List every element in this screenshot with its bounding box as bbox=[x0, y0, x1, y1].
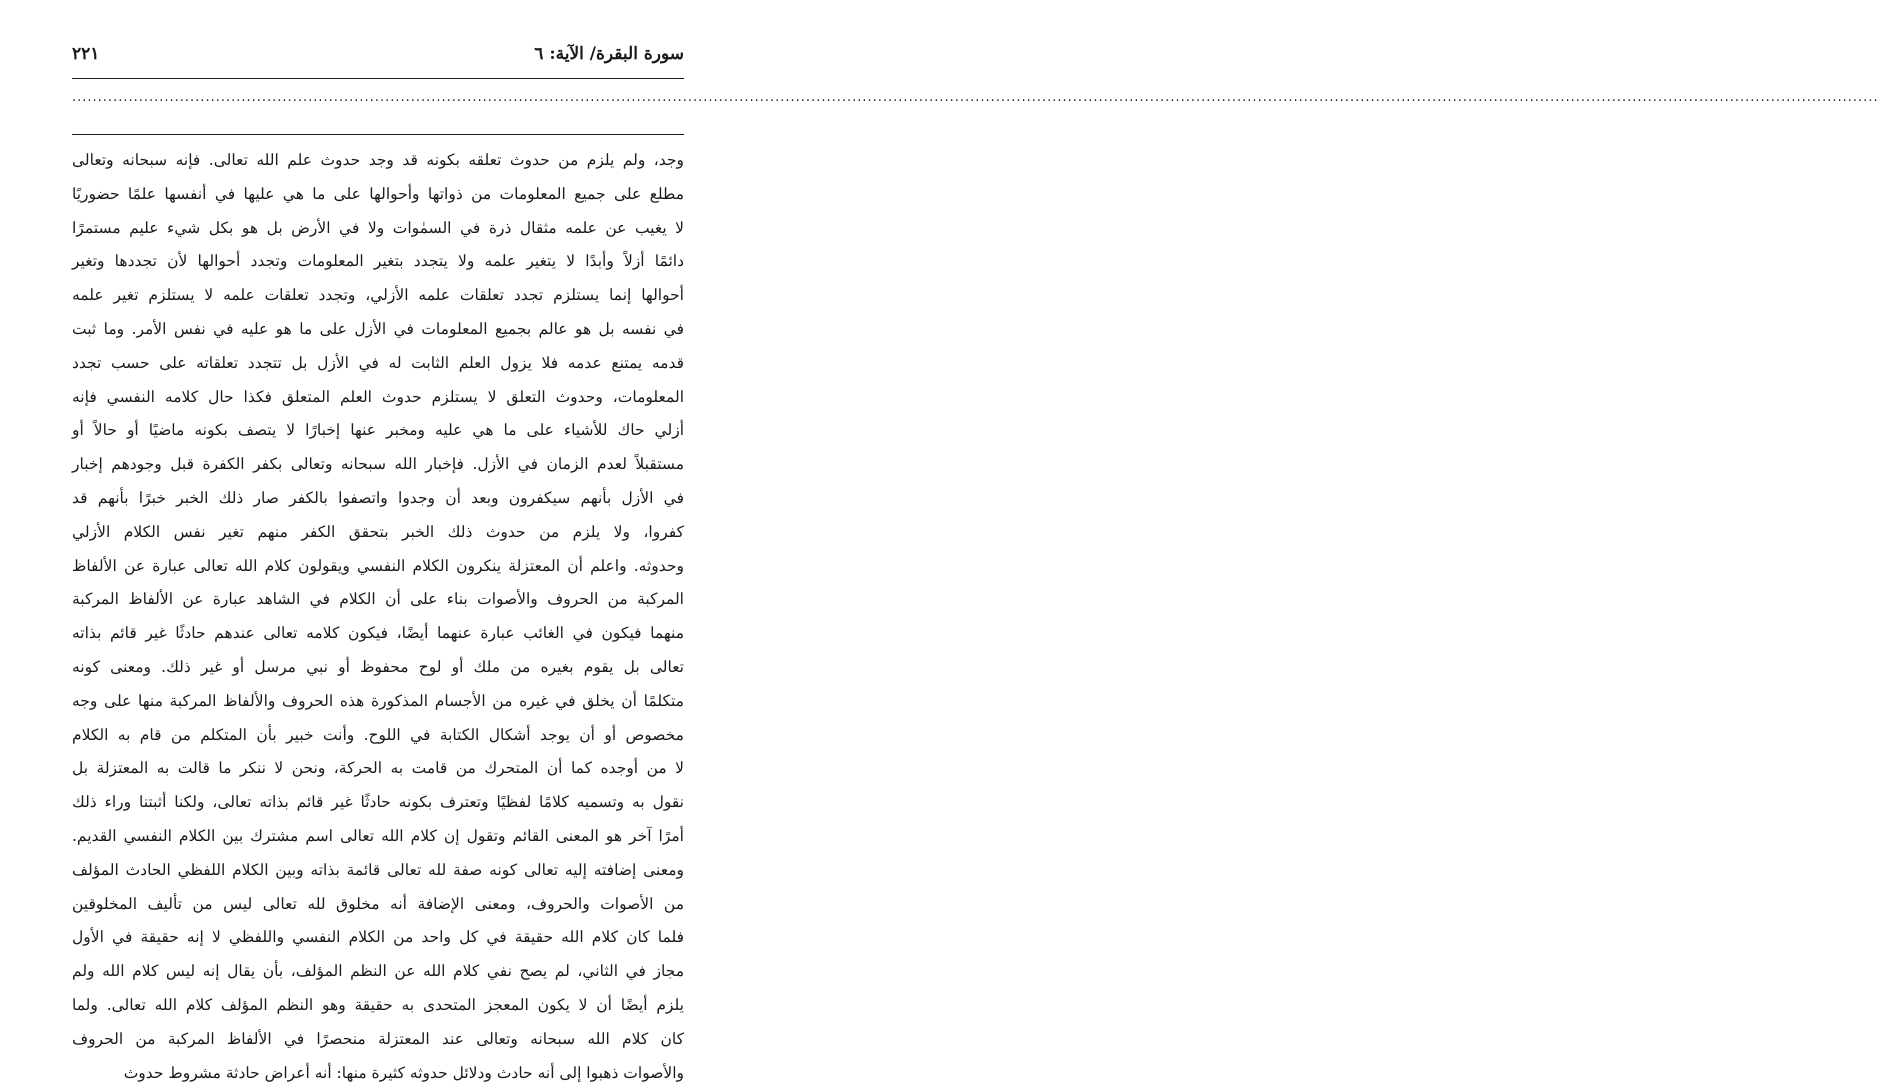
text-line-7: قدمه يمتنع عدمه فلا يزول العلم الثابت له في الأزل بل تتجدد تعلقاته على حسب تجدد bbox=[72, 353, 684, 372]
text-line-4: دائمًا أزلاً وأبدًا لا يتغير علمه ولا يتجدد بتغير المعلومات وتجدد أحوالها لأن تجددها وتغير bbox=[72, 252, 684, 271]
text-line-19: لا من أوجده كما أن المتحرك من قامت به الحركة، ونحن لا ننكر ما قالت به المعتزلة بل bbox=[72, 759, 684, 778]
text-line-28: والأصوات ذهبوا إلى أنه حادث ودلائل حدوثه كثيرة منها: أنه أعراض حادثة مشروط حدوث bbox=[123, 1063, 684, 1082]
page-number: ٢٢١ bbox=[72, 44, 100, 64]
text-line-8: المعلومات، وحدوث التعلق لا يستلزم حدوث العلم المتعلق فكذا حال كلامه النفسي فإنه bbox=[72, 387, 684, 406]
text-line-10: مستقبلاً لعدم الزمان في الأزل. فإخبار الله سبحانه وتعالى بكفر الكفرة قبل وجودهم إخبار bbox=[72, 455, 684, 474]
text-line-3: لا يغيب عن علمه مثقال ذرة في السمٰوات ولا في الأرض بل هو بكل شيء عليم مستمرًا bbox=[72, 218, 684, 237]
text-line-11: في الأزل بأنهم سيكفرون وبعد أن وجدوا واتصفوا بالكفر صار ذلك الخبر خبرًا بأنهم قد bbox=[72, 488, 684, 507]
text-line-9: أزلي حاك للأشياء على ما هي عليه ومخبر عنها إخبارًا لا يتصف بكونه ماضيًا أو حالاً أو bbox=[72, 421, 684, 440]
text-line-24: فلما كان كلام الله حقيقة في كل واحد من الكلام النفسي واللفظي لا إنه حقيقة في الأول bbox=[72, 928, 684, 947]
text-line-13: وحدوثه. واعلم أن المعتزلة ينكرون الكلام النفسي ويقولون كلام الله تعالى عبارة عن الألفاظ bbox=[72, 556, 684, 575]
text-line-22: ومعنى إضافته إليه تعالى كونه صفة لله تعالى قائمة بذاته وبين الكلام اللفظي الحادث المؤلف bbox=[72, 860, 684, 879]
dotted-separator: ................................................................................................................................................................................................................................................................................................................................................................ bbox=[72, 90, 1879, 105]
running-head bbox=[72, 40, 684, 72]
text-line-21: أمرًا آخر هو المعنى القائم وتقول إن كلام الله تعالى اسم مشترك بين الكلام النفسي القديم. bbox=[72, 826, 684, 845]
text-line-5: أحوالها إنما يستلزم تجدد تعلقات علمه الأزلي، وتجدد تعلقات علمه لا يستلزم تغير علمه bbox=[72, 286, 684, 305]
chapter-title: سورة البقرة/ الآية: ٦ bbox=[534, 44, 684, 64]
body-rule bbox=[72, 134, 684, 135]
text-line-2: مطلع على جميع المعلومات من ذواتها وأحوالها على ما هي عليها في أنفسها علمًا حضوريًا bbox=[72, 184, 684, 203]
header-rule bbox=[72, 78, 684, 79]
text-line-14: المركبة من الحروف والأصوات بناء على أن الكلام في الشاهد عبارة عن الألفاظ المركبة bbox=[72, 590, 684, 609]
body-text bbox=[72, 144, 684, 1090]
text-line-27: كان كلام الله سبحانه وتعالى عند المعتزلة منحصرًا في الألفاظ المركبة من الحروف bbox=[72, 1029, 684, 1048]
text-line-16: تعالى بل يقوم بغيره من ملك أو لوح محفوظ أو نبي مرسل أو غير ذلك. ومعنى كونه bbox=[72, 657, 684, 676]
text-line-23: من الأصوات والحروف، ومعنى الإضافة أنه مخلوق لله تعالى ليس من تأليف المخلوقين bbox=[72, 894, 684, 913]
text-line-6: في نفسه بل هو عالم بجميع المعلومات في الأزل على ما هو عليه في نفس الأمر. وما ثبت bbox=[72, 319, 684, 338]
text-line-18: مخصوص أو أن يوجد أشكال الكتابة في اللوح. وأنت خبير بأن المتكلم من قام به الكلام bbox=[72, 725, 684, 744]
text-line-15: منهما فيكون في الغائب عبارة عنهما أيضًا، فيكون كلامه تعالى عندهم حادثًا غير قائم بذاته bbox=[72, 624, 684, 643]
text-line-12: كفروا، ولا يلزم من حدوث ذلك الخبر بتحقق الكفر منهم تغير نفس الكلام الأزلي bbox=[72, 522, 684, 541]
text-line-17: متكلمًا أن يخلق في غيره من الأجسام المذكورة هذه الحروف والألفاظ المركبة منها على وجه bbox=[72, 691, 684, 710]
text-line-26: يلزم أيضًا أن لا يكون المعجز المتحدى به حقيقة وهو النظم المؤلف كلام الله تعالى. ولما bbox=[72, 995, 684, 1014]
text-line-25: مجاز في الثاني، لم يصح نفي كلام الله عن النظم المؤلف، بأن يقال إنه ليس كلام الله ولم bbox=[72, 962, 684, 981]
text-line-20: نقول به وتسميه كلامًا لفظيًا وتعترف بكونه حادثًا غير قائم بذاته تعالى، ولكنا أثبتنا وراء ذلك bbox=[72, 793, 684, 812]
text-line-1: وجد، ولم يلزم من حدوث تعلقه بكونه قد وجد حدوث علم الله تعالى. فإنه سبحانه وتعالى bbox=[72, 151, 684, 169]
